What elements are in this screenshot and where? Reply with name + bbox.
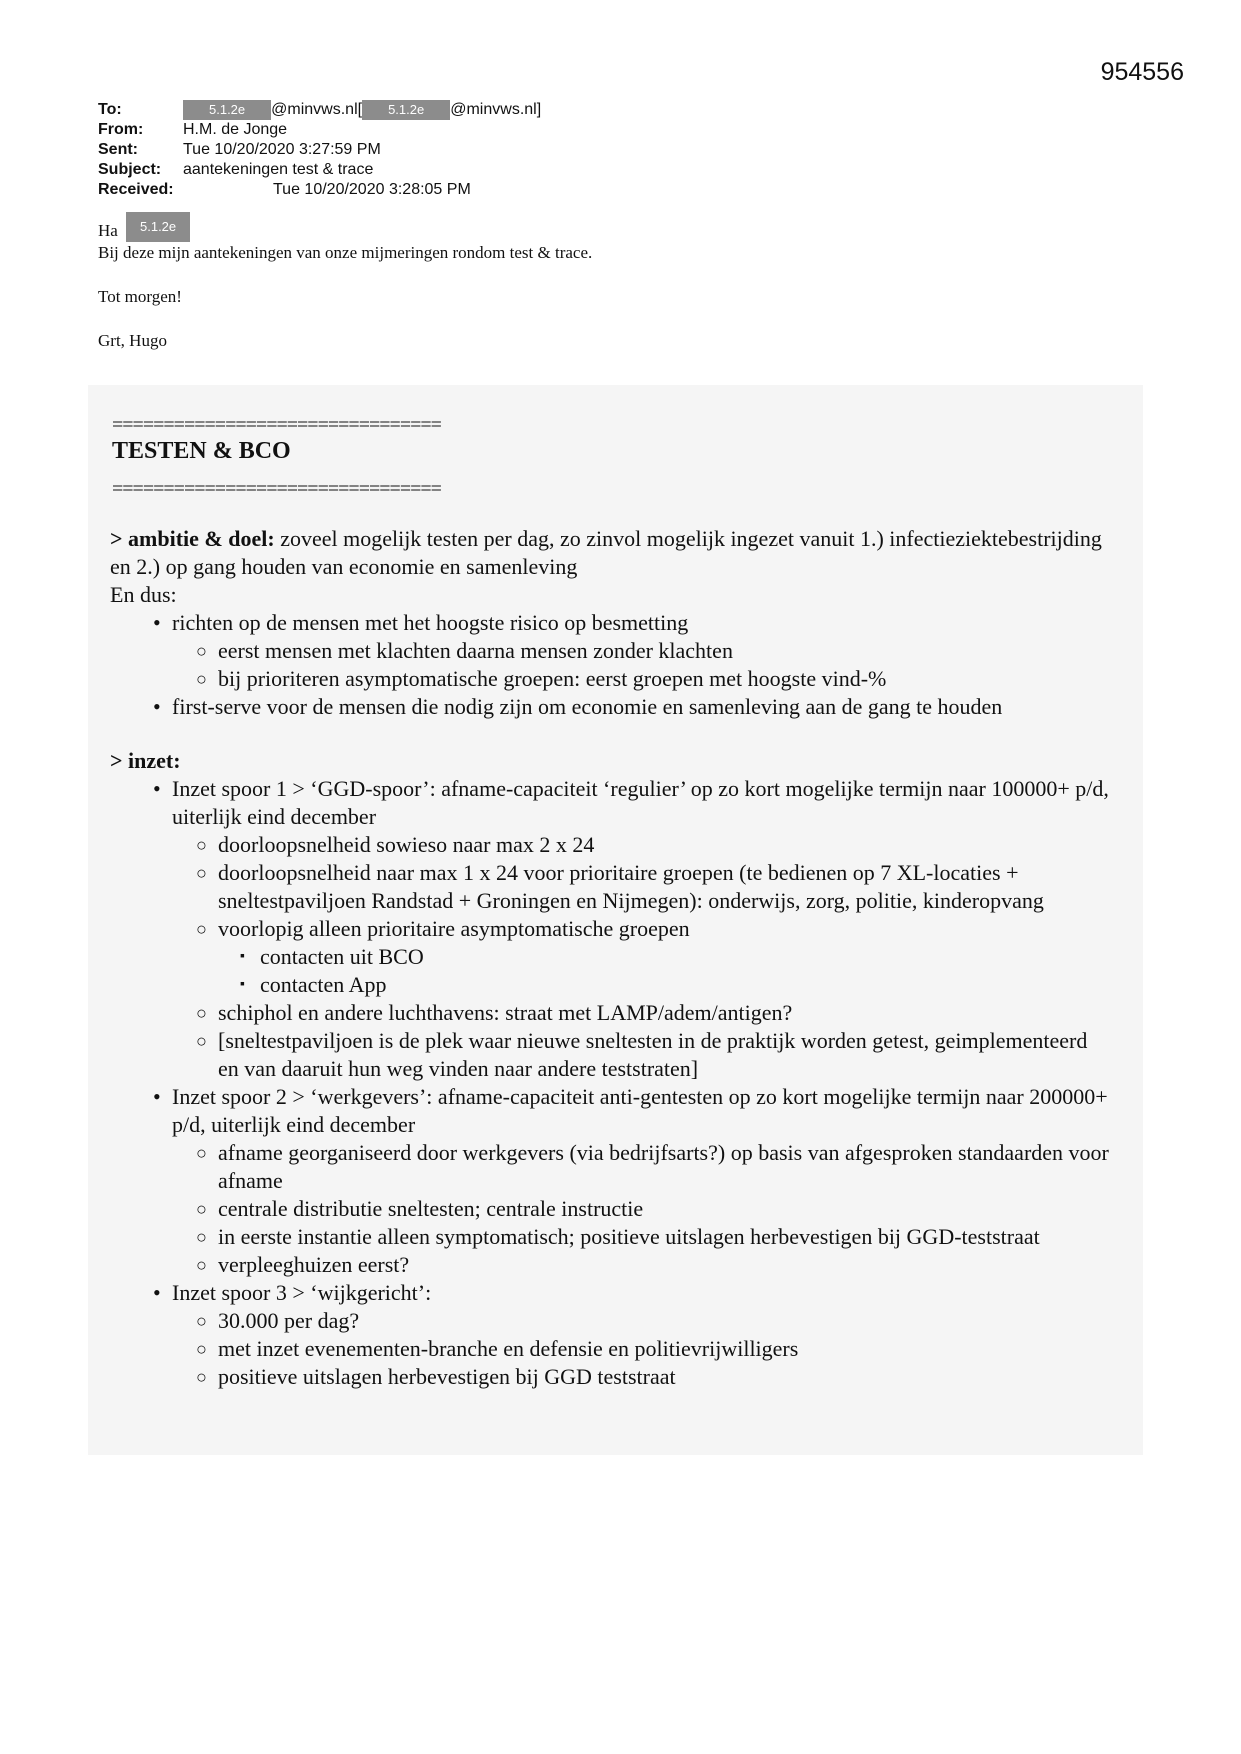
list-item: ○ eerst mensen met klachten daarna mensen zonder klachten	[196, 638, 733, 663]
list-item: ○ [sneltestpaviljoen is de plek waar nieuwe sneltesten in de praktijk worden getest, geimplementeerd en van daaruit hun weg vinden naar andere teststraten]	[196, 1028, 1088, 1081]
inzet-section	[110, 747, 1113, 1391]
separator-line: ================================	[112, 478, 441, 500]
separator-line: ================================	[112, 414, 441, 436]
list-item: ○ doorloopsnelheid naar max 1 x 24 voor prioritaire groepen (te bedienen op 7 XL-locaties + sneltestpaviljoen Randstad + Groningen en Nijmegen): onderwijs, zorg, politie, kinderopvang	[196, 860, 1044, 913]
list-item: • richten op de mensen met het hoogste risico op besmetting	[153, 610, 689, 635]
circle-bullet-icon: ○	[196, 1227, 207, 1247]
list-item: • Inzet spoor 1 > ‘GGD-spoor’: afname-capaciteit ‘regulier’ op zo kort mogelijke termijn naar 100000+ p/d, uiterlijk eind december	[153, 776, 1109, 829]
greeting: Ha	[98, 221, 118, 240]
greeting-line	[98, 220, 592, 242]
circle-bullet-icon: ○	[196, 1003, 207, 1023]
circle-bullet-icon: ○	[196, 1255, 207, 1275]
sent-value: Tue 10/20/2020 3:27:59 PM	[183, 141, 381, 158]
circle-bullet-icon: ○	[196, 1199, 207, 1219]
sent-label: Sent:	[98, 141, 138, 158]
ambitie-paragraph	[110, 525, 1113, 581]
list-item: ○ schiphol en andere luchthavens: straat met LAMP/adem/antigen?	[196, 1000, 793, 1025]
redaction-box: 5.1.2e	[183, 100, 271, 120]
bullet-icon: •	[153, 776, 161, 801]
list-item: • first-serve voor de mensen die nodig zijn om economie en samenleving aan de gang te houden	[153, 694, 1003, 719]
message-body	[98, 220, 592, 352]
circle-bullet-icon: ○	[196, 641, 207, 661]
circle-bullet-icon: ○	[196, 1143, 207, 1163]
list-item: ○ voorlopig alleen prioritaire asymptomatische groepen	[196, 916, 690, 941]
received-row	[98, 180, 541, 200]
from-label: From:	[98, 121, 144, 138]
to-row	[98, 100, 541, 120]
list-item: • Inzet spoor 3 > ‘wijkgericht’:	[153, 1280, 432, 1305]
to-address-2: @minvws.nl]	[450, 101, 542, 118]
signature: Grt, Hugo	[98, 331, 167, 350]
bullet-icon: •	[153, 1084, 161, 1109]
square-bullet-icon: ▪	[240, 977, 245, 992]
circle-bullet-icon: ○	[196, 669, 207, 689]
list-item: ○ positieve uitslagen herbevestigen bij GGD teststraat	[196, 1364, 676, 1389]
ambitie-section	[110, 525, 1113, 721]
list-item: ○ bij prioriteren asymptomatische groepen: eerst groepen met hoogste vind-%	[196, 666, 887, 691]
subject-value: aantekeningen test & trace	[183, 161, 374, 178]
list-item: ○ doorloopsnelheid sowieso naar max 2 x 24	[196, 832, 595, 857]
subject-row	[98, 160, 541, 180]
bullet-icon: •	[153, 610, 161, 635]
from-row	[98, 120, 541, 140]
circle-bullet-icon: ○	[196, 863, 207, 883]
circle-bullet-icon: ○	[196, 1339, 207, 1359]
circle-bullet-icon: ○	[196, 1031, 207, 1051]
circle-bullet-icon: ○	[196, 1367, 207, 1387]
inzet-label: > inzet:	[110, 748, 181, 773]
list-item: ○ in eerste instantie alleen symptomatisch; positieve uitslagen herbevestigen bij GGD-teststraat	[196, 1224, 1040, 1249]
list-item: ○ verpleeghuizen eerst?	[196, 1252, 410, 1277]
bullet-icon: •	[153, 1280, 161, 1305]
ambitie-label: > ambitie & doel:	[110, 526, 275, 551]
list-item: ○ afname georganiseerd door werkgevers (via bedrijfsarts?) op basis van afgesproken standaarden voor afname	[196, 1140, 1109, 1193]
received-value: Tue 10/20/2020 3:28:05 PM	[273, 181, 471, 198]
ambitie-text: zoveel mogelijk testen per dag, zo zinvol mogelijk ingezet vanuit 1.) infectieziektebestrijding en 2.) op gang houden van economie en samenleving	[110, 526, 1102, 579]
en-dus: En dus:	[110, 582, 177, 607]
list-item: ▪ contacten App	[240, 972, 387, 997]
document-number: 954556	[1100, 58, 1184, 86]
list-item: ○ centrale distributie sneltesten; centrale instructie	[196, 1196, 644, 1221]
bullet-icon: •	[153, 694, 161, 719]
message-line: Tot morgen!	[98, 287, 182, 306]
received-label: Received:	[98, 181, 174, 198]
list-item: ○ 30.000 per dag?	[196, 1308, 360, 1333]
email-header	[98, 100, 541, 200]
redaction-box: 5.1.2e	[362, 100, 450, 120]
to-address-1: @minvws.nl[	[271, 101, 363, 118]
circle-bullet-icon: ○	[196, 1311, 207, 1331]
notes-title: TESTEN & BCO	[112, 438, 291, 464]
sent-row	[98, 140, 541, 160]
from-value: H.M. de Jonge	[183, 121, 288, 138]
circle-bullet-icon: ○	[196, 835, 207, 855]
notes-attachment	[88, 385, 1143, 1455]
subject-label: Subject:	[98, 161, 162, 178]
message-line: Bij deze mijn aantekeningen van onze mijmeringen rondom test & trace.	[98, 243, 593, 262]
square-bullet-icon: ▪	[240, 949, 245, 964]
circle-bullet-icon: ○	[196, 919, 207, 939]
list-item: ▪ contacten uit BCO	[240, 944, 424, 969]
to-label: To:	[98, 101, 122, 118]
redaction-box: 5.1.2e	[126, 212, 190, 242]
list-item: • Inzet spoor 2 > ‘werkgevers’: afname-capaciteit anti-gentesten op zo kort mogelijke termijn naar 200000+ p/d, uiterlijk eind december	[153, 1084, 1108, 1137]
list-item: ○ met inzet evenementen-branche en defensie en politievrijwilligers	[196, 1336, 799, 1361]
